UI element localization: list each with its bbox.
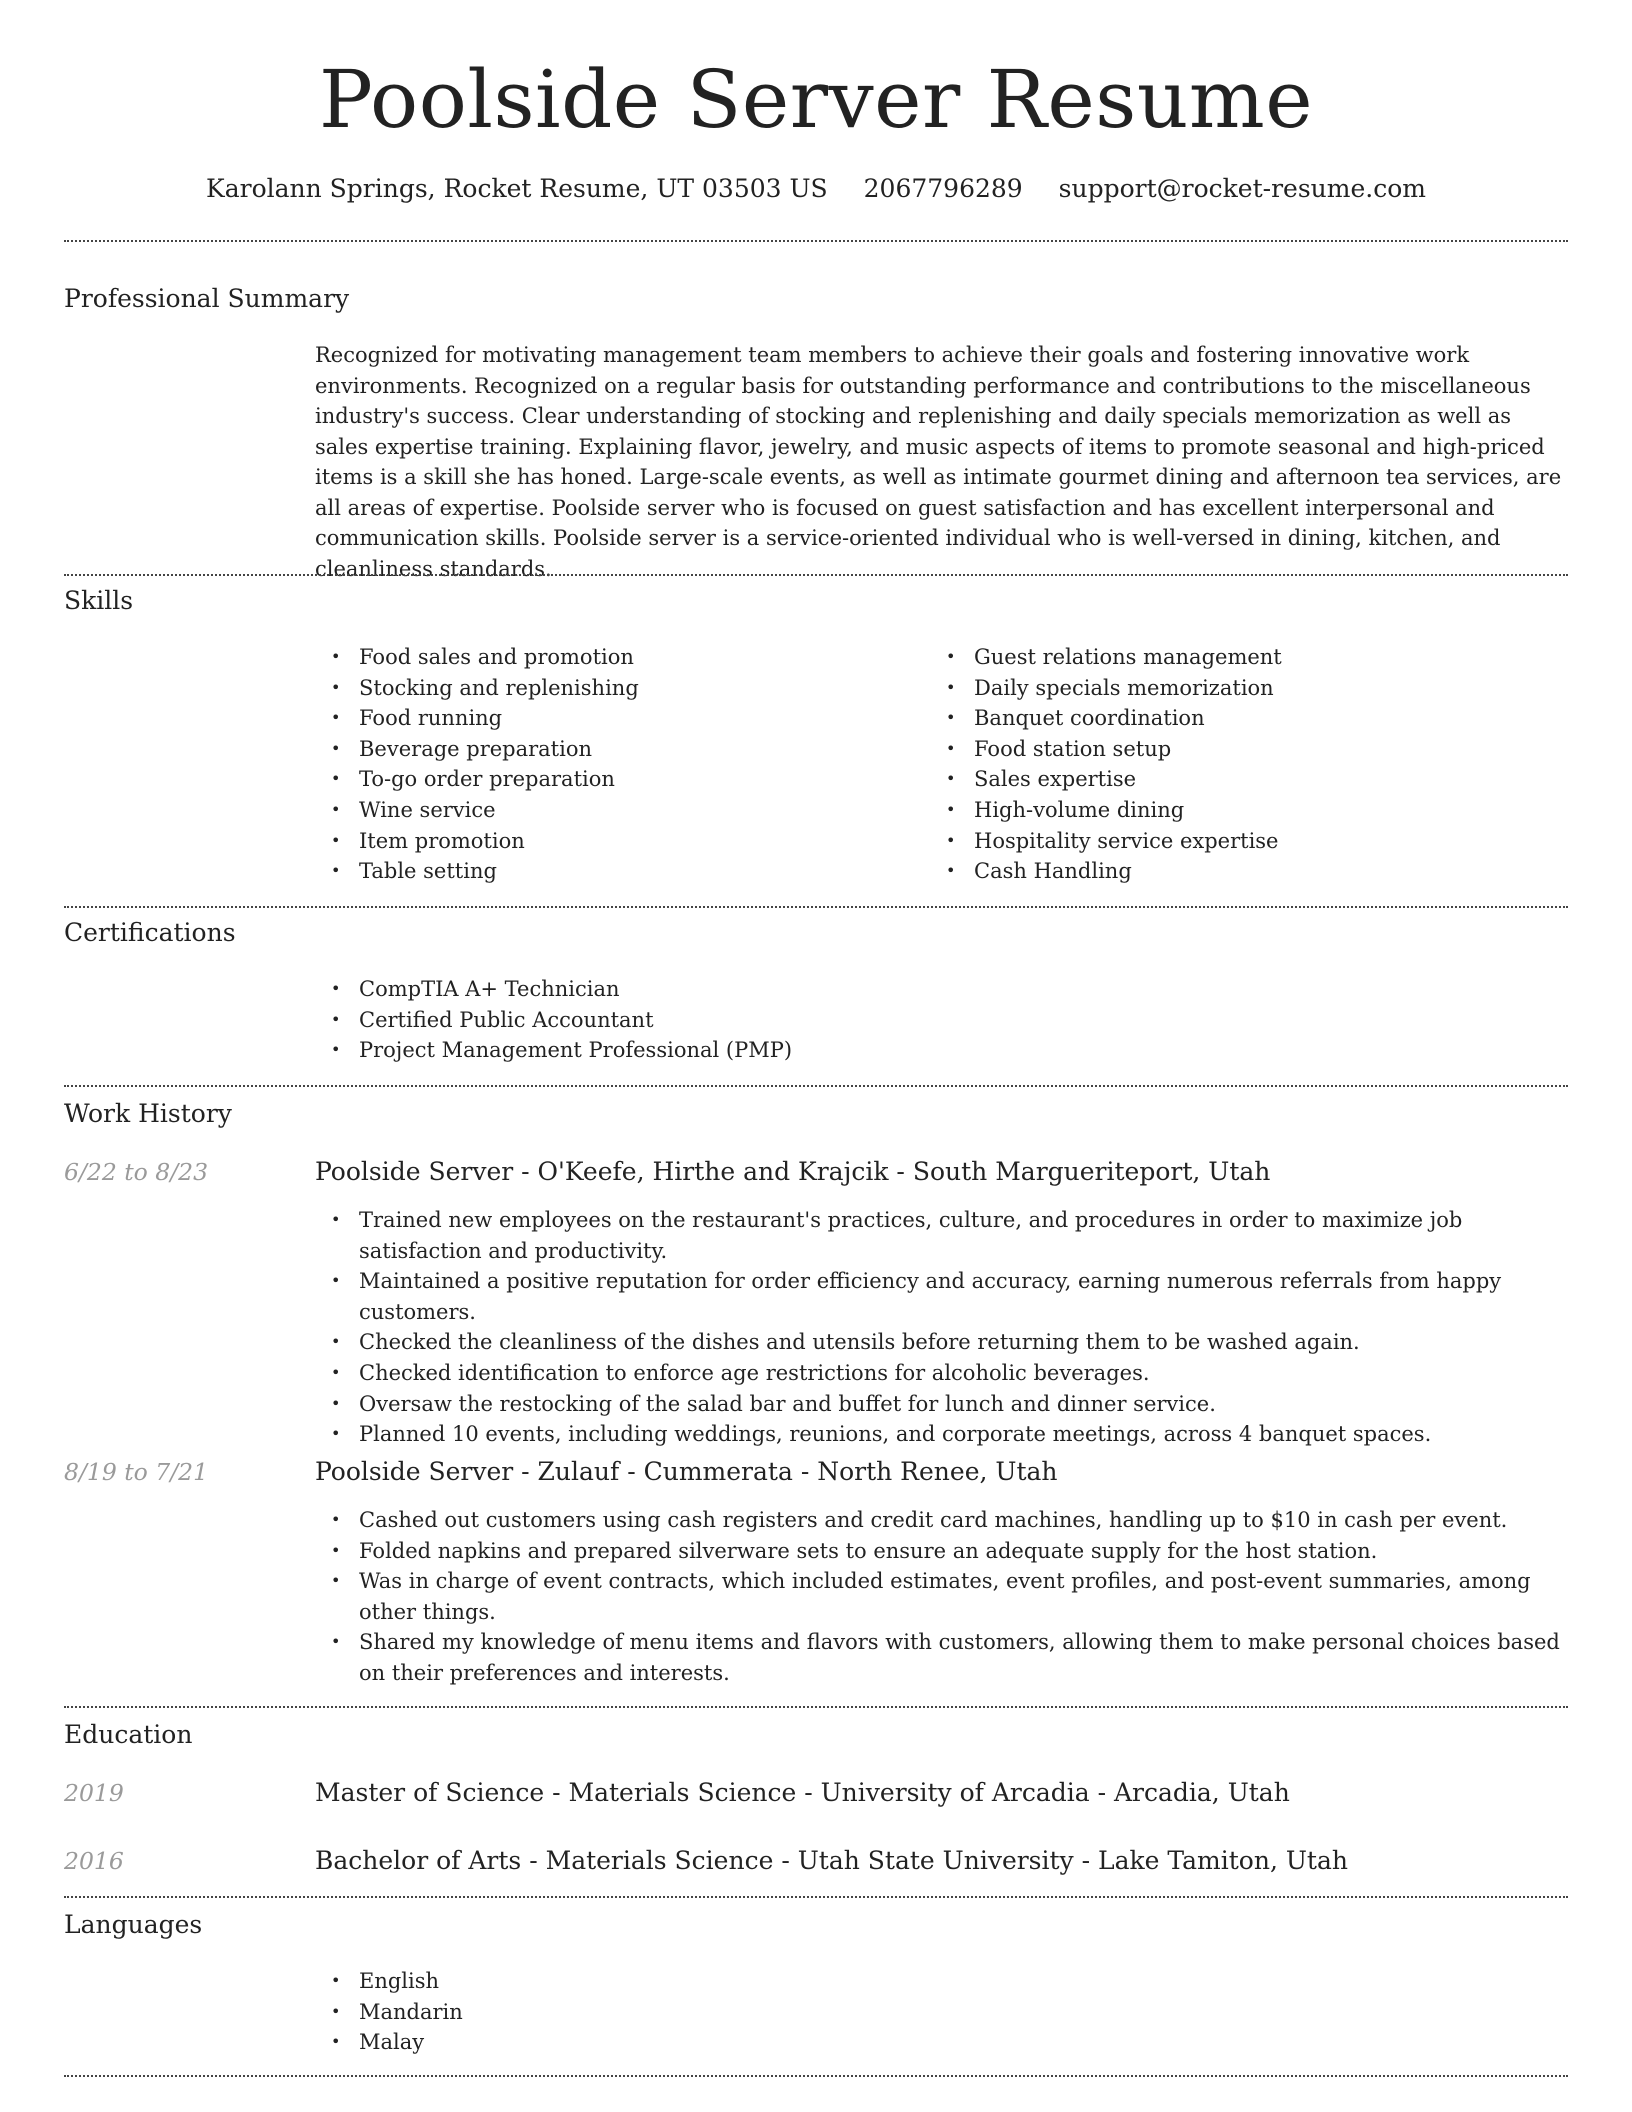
section-heading-certifications: Certifications	[64, 918, 236, 947]
skill-item: • Food sales and promotion	[315, 642, 895, 673]
section-heading-skills: Skills	[64, 586, 134, 615]
divider	[64, 906, 1568, 908]
language-item: • Malay	[315, 2027, 1568, 2058]
job-bullet: • Oversaw the restocking of the salad bar and buffet for lunch and dinner service.	[315, 1389, 1568, 1420]
divider	[64, 240, 1568, 242]
skill-item: • Food station setup	[930, 734, 1550, 765]
language-item: • Mandarin	[315, 1997, 1568, 2028]
job-date: 6/22 to 8/23	[64, 1158, 209, 1186]
resume-title: Poolside Server Resume	[318, 53, 1314, 146]
skill-item: • High-volume dining	[930, 795, 1550, 826]
education-year: 2019	[64, 1779, 124, 1807]
section-heading-education: Education	[64, 1720, 193, 1749]
job-bullet: • Was in charge of event contracts, which included estimates, event profiles, and post-event summaries, among other things.	[315, 1566, 1568, 1627]
skill-item: • Banquet coordination	[930, 703, 1550, 734]
summary-text: Recognized for motivating management team members to achieve their goals and fostering innovative work environments. Recognized on a regular basis for outstanding performance and contributions to the miscellaneous industry's success. Clear understanding of stocking and replenishing and daily specials memorization as well as sales expertise training. Explaining flavor, jewelry, and music aspects of items to promote seasonal and high-priced items is a skill she has honed. Large-scale events, as well as intimate gourmet dining and afternoon tea services, are all areas of expertise. Poolside server who is focused on guest satisfaction and has excellent interpersonal and communication skills. Poolside server is a service-oriented individual who is well-versed in dining, kitchen, and cleanliness standards.	[315, 343, 1562, 581]
skill-item: • Sales expertise	[930, 764, 1550, 795]
education-degree: Bachelor of Arts - Materials Science - Utah State University - Lake Tamiton, Utah	[315, 1846, 1348, 1875]
certification-item: • CompTIA A+ Technician	[315, 974, 1568, 1005]
divider	[64, 2075, 1568, 2077]
skill-item: • To-go order preparation	[315, 764, 895, 795]
contact-address: Karolann Springs, Rocket Resume, UT 03503 US	[206, 174, 828, 203]
job-title: Poolside Server - O'Keefe, Hirthe and Krajcik - South Margueriteport, Utah	[315, 1157, 1271, 1186]
skills-list-right	[930, 642, 1550, 887]
job-bullet: • Trained new employees on the restaurant's practices, culture, and procedures in order to maximize job satisfaction and productivity.	[315, 1205, 1568, 1266]
skill-item: • Guest relations management	[930, 642, 1550, 673]
certification-item: • Project Management Professional (PMP)	[315, 1035, 1568, 1066]
job-bullet: • Folded napkins and prepared silverware sets to ensure an adequate supply for the host station.	[315, 1536, 1568, 1567]
skill-item: • Food running	[315, 703, 895, 734]
job-bullet: • Shared my knowledge of menu items and flavors with customers, allowing them to make personal choices based on their preferences and interests.	[315, 1627, 1568, 1688]
job-bullet: • Planned 10 events, including weddings, reunions, and corporate meetings, across 4 banquet spaces.	[315, 1419, 1568, 1450]
divider	[64, 1085, 1568, 1087]
divider	[64, 574, 1568, 576]
language-item: • English	[315, 1966, 1568, 1997]
skill-item: • Beverage preparation	[315, 734, 895, 765]
skill-item: • Stocking and replenishing	[315, 673, 895, 704]
job-title: Poolside Server - Zulauf - Cummerata - North Renee, Utah	[315, 1457, 1058, 1486]
section-heading-languages: Languages	[64, 1910, 203, 1939]
skill-item: • Table setting	[315, 856, 895, 887]
skills-list-left	[315, 642, 895, 887]
job-bullet: • Checked the cleanliness of the dishes and utensils before returning them to be washed again.	[315, 1327, 1568, 1358]
education-degree: Master of Science - Materials Science - University of Arcadia - Arcadia, Utah	[315, 1778, 1290, 1807]
certifications-list	[315, 974, 1568, 1066]
job-bullet: • Cashed out customers using cash registers and credit card machines, handling up to $10 in cash per event.	[315, 1505, 1568, 1536]
skill-item: • Item promotion	[315, 826, 895, 857]
job-bullet: • Maintained a positive reputation for order efficiency and accuracy, earning numerous referrals from happy customers.	[315, 1266, 1568, 1327]
contact-line	[64, 172, 1568, 206]
contact-phone: 2067796289	[863, 174, 1023, 203]
job-bullet: • Checked identification to enforce age restrictions for alcoholic beverages.	[315, 1358, 1568, 1389]
contact-email: support@rocket-resume.com	[1058, 174, 1426, 203]
section-heading-summary: Professional Summary	[64, 284, 350, 313]
job-bullets	[315, 1205, 1568, 1450]
divider	[64, 1896, 1568, 1898]
skill-item: • Cash Handling	[930, 856, 1550, 887]
skill-item: • Daily specials memorization	[930, 673, 1550, 704]
job-date: 8/19 to 7/21	[64, 1458, 209, 1486]
divider	[64, 1706, 1568, 1708]
skill-item: • Hospitality service expertise	[930, 826, 1550, 857]
certification-item: • Certified Public Accountant	[315, 1005, 1568, 1036]
job-bullets	[315, 1505, 1568, 1689]
skill-item: • Wine service	[315, 795, 895, 826]
section-heading-work-history: Work History	[64, 1099, 232, 1128]
education-year: 2016	[64, 1847, 124, 1875]
languages-list	[315, 1966, 1568, 2058]
